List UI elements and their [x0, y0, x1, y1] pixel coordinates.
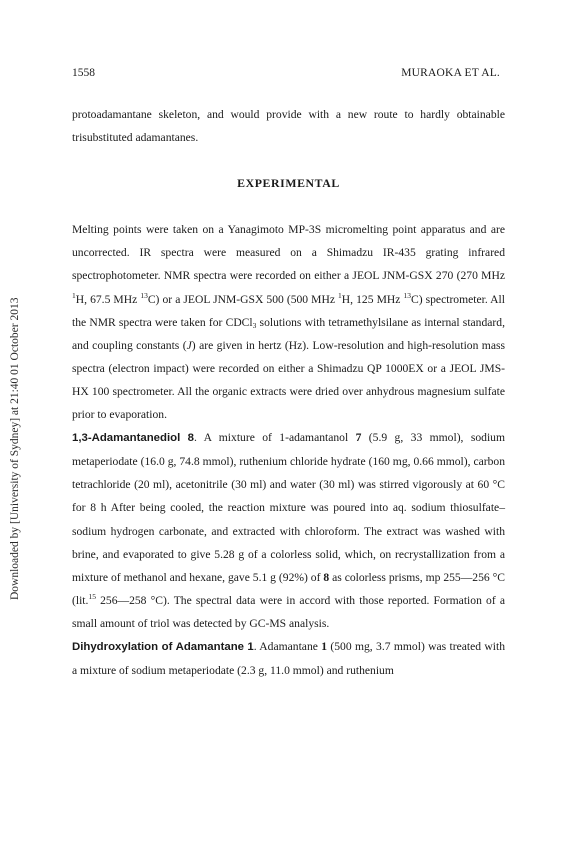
compound-number: 8	[323, 570, 330, 584]
general-text: H, 67.5 MHz	[75, 292, 141, 306]
compound-title: Dihydroxylation of Adamantane	[72, 640, 244, 653]
section-heading: EXPERIMENTAL	[237, 176, 340, 191]
diol-text: (5.9 g, 33 mmol), sodium metaperiodate (16.0 g, 74.8 mmol), ruthenium chloride hydrate (160 mg, 0.66 mmol), carbon tetrachloride (20 ml), acetonitrile (30 ml) and water (30 ml) was stirred vigorously at 60 °C for 8 h After being cooled, the reaction mixture was poured into aq. sodium thiosulfate–sodium hydrogen carbonate, and extracted with chloroform. The extract was washed with brine, and evaporated to give 5.28 g of a colorless solid, which, on recrystallization from a mixture of methanol and hexane, gave 5.1 g (92%) of	[72, 431, 505, 584]
compound-title: 1,3-Adamantanediol	[72, 432, 181, 445]
compound-number: 8	[187, 432, 194, 445]
superscript-1h: 1	[72, 290, 76, 300]
diol-paragraph	[72, 426, 505, 635]
general-text: C) or a JEOL JNM-GSX 500 (500 MHz	[147, 292, 339, 306]
download-watermark: Downloaded by [University of Sydney] at 21:40 01 October 2013	[9, 297, 21, 600]
subscript-3: 3	[252, 320, 257, 330]
dihydroxylation-text: . Adamantane	[253, 639, 322, 653]
compound-number: 1	[247, 640, 254, 653]
intro-paragraph: protoadamantane skeleton, and would provide with a new route to hardly obtainable trisubstituted adamantanes.	[72, 108, 505, 145]
general-text: solutions with tetramethylsilane as internal standard, and coupling constants (	[72, 315, 505, 352]
superscript-1h: 1	[338, 290, 342, 300]
dihydroxylation-paragraph	[72, 635, 505, 682]
article-body	[72, 103, 505, 682]
coupling-constant-symbol: J	[186, 338, 192, 352]
dihydroxylation-text: (500 mg, 3.7 mmol) was treated with a mixture of sodium metaperiodate (2.3 g, 11.0 mmol) and ruthenium	[72, 639, 506, 678]
general-text: ) are given in hertz (Hz). Low-resolution and high-resolution mass spectra (electron impact) were recorded on either a Shimadzu QP 1000EX or a JEOL JMS-HX 100 spectrometer. All the organic extracts were dried over anhydrous magnesium sulfate prior to evaporation.	[72, 338, 505, 422]
diol-text: . A mixture of 1-adamantanol	[193, 431, 356, 445]
reference-superscript: 15	[88, 591, 96, 601]
general-text: C) spectrometer. All the NMR spectra were taken for CDCl	[72, 292, 505, 329]
page-number: 1558	[72, 67, 95, 79]
diol-text: 256—258 °C). The spectral data were in accord with those reported. Formation of a small amount of triol was detected by GC-MS analysis.	[72, 593, 505, 630]
superscript-13c: 13	[140, 290, 148, 300]
general-text: H, 125 MHz	[341, 292, 404, 306]
compound-number: 7	[355, 431, 362, 445]
general-text: Melting points were taken on a Yanagimoto MP-3S micromelting point apparatus and are uncorrected. IR spectra were measured on a Shimadzu IR-435 grating infrared spectrophotometer. NMR spectra were recorded on either a JEOL JNM-GSX 270 (270 MHz	[72, 223, 505, 283]
running-head: MURAOKA ET AL.	[401, 67, 500, 79]
diol-text: as colorless prisms, mp 255—256 °C (lit.	[72, 570, 505, 607]
general-methods-paragraph	[72, 218, 505, 426]
compound-number: 1	[321, 639, 328, 653]
superscript-13c: 13	[403, 290, 411, 300]
